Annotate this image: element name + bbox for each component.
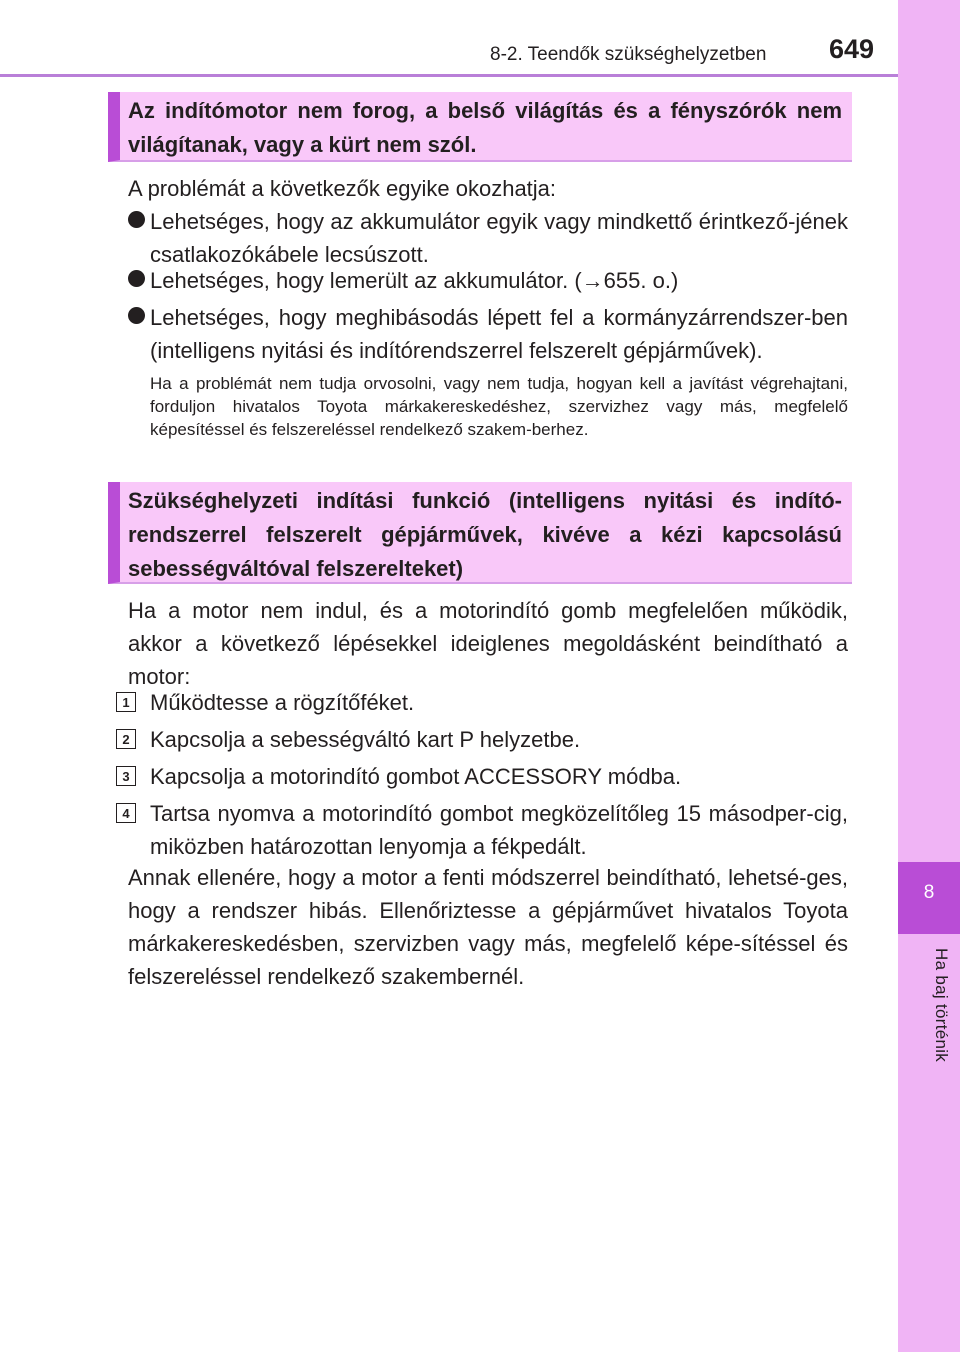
section2-intro: Ha a motor nem indul, és a motorindító gomb megfelelően működik, akkor a következő lépésekkel ideiglenes megoldásként beindítható a motor: <box>128 598 848 689</box>
section1-note: Ha a problémát nem tudja orvosolni, vagy nem tudja, hogyan kell a javítást végrehajtani, forduljon hivatalos Toyota márkakereskedéshez, szervizhez vagy más, megfelelő képesítéssel és felszereléssel rendelkező szakem-berhez. <box>150 374 848 439</box>
side-tab-chapter-title: Ha baj történik <box>932 948 951 1063</box>
side-tab-chapter-number: 8 <box>923 882 935 903</box>
step-item <box>116 723 848 756</box>
step-text: Kapcsolja a sebességváltó kart P helyzetbe. <box>150 727 581 752</box>
step-number-box: 4 <box>116 803 136 823</box>
section1-intro: A problémát a következők egyike okozhatja: <box>128 176 557 201</box>
step-number-box: 1 <box>116 692 136 712</box>
step-item <box>116 760 848 793</box>
bullet-icon <box>128 211 145 228</box>
list-item-text: Lehetséges, hogy az akkumulátor egyik vagy mindkettő érintkező-jének csatlakozókábele lecsúszott. <box>150 209 848 267</box>
list-item-text: Lehetséges, hogy meghibásodás lépett fel a kormányzárrendszer-ben (intelligens nyitási és indítórendszerrel felszerelt gépjárművek). <box>150 305 848 363</box>
side-tab <box>898 0 960 1352</box>
page-header-section-title: 8-2. Teendők szükséghelyzetben <box>490 44 767 65</box>
page-number: 649 <box>829 34 875 64</box>
step-number-box: 2 <box>116 729 136 749</box>
step-item <box>116 686 848 719</box>
step-text: Kapcsolja a motorindító gombot ACCESSORY módba. <box>150 764 682 789</box>
list-item <box>128 264 848 297</box>
step-item <box>116 797 848 863</box>
header-rule <box>0 74 898 77</box>
list-item <box>128 205 848 271</box>
step-number-box: 3 <box>116 766 136 786</box>
bullet-icon <box>128 307 145 324</box>
section2-closing: Annak ellenére, hogy a motor a fenti módszerrel beindítható, lehetsé-ges, hogy a rendszer hibás. Ellenőriztesse a gépjárművet hivatalos Toyota márkakereskedésben, szervizben vagy más, megfelelő képe-sítéssel és felszereléssel rendelkező szakembernél. <box>128 865 848 989</box>
step-text: Tartsa nyomva a motorindító gombot megközelítőleg 15 másodper-cig, miközben határozottan lenyomja a fékpedált. <box>150 801 848 859</box>
section-heading-emergency-start: Szükséghelyzeti indítási funkció (intelligens nyitási és indító-rendszerrel felszerelt gépjárművek, kivéve a kézi kapcsolású sebességváltóval felszerelteket) <box>108 482 852 584</box>
list-item-text: Lehetséges, hogy lemerült az akkumulátor. (→655. o.) <box>150 268 679 293</box>
section-heading-starter-not-cranking: Az indítómotor nem forog, a belső világítás és a fényszórók nem világítanak, vagy a kürt nem szól. <box>108 92 852 162</box>
bullet-icon <box>128 270 145 287</box>
list-item <box>128 301 848 367</box>
step-text: Működtesse a rögzítőféket. <box>150 690 415 715</box>
